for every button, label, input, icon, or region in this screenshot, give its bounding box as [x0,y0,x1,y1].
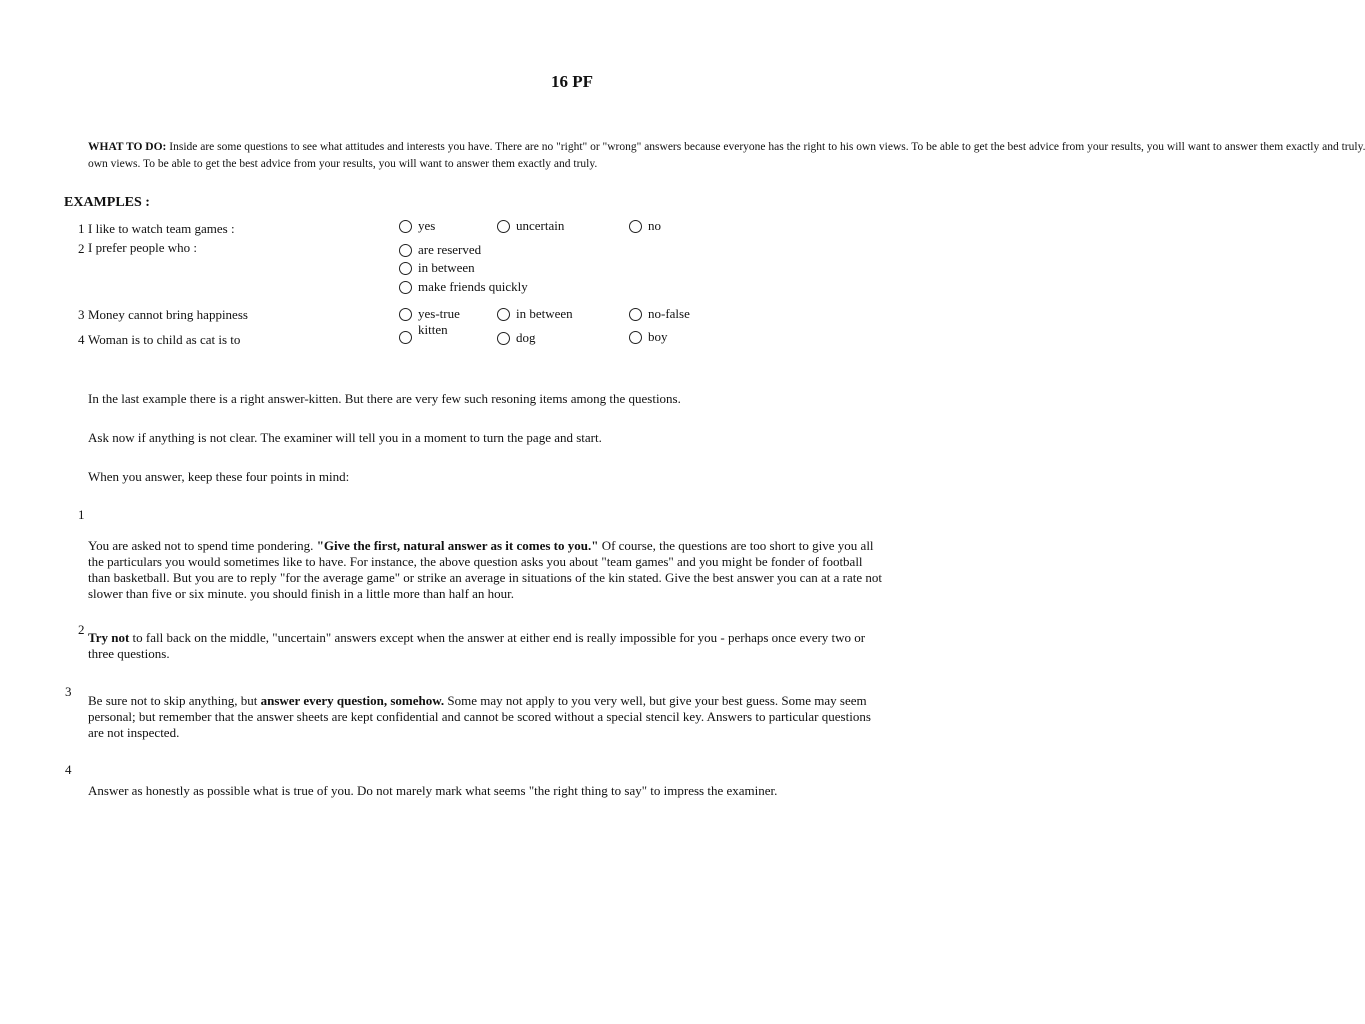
point-emphasis: Try not [88,630,130,645]
radio-button[interactable] [399,281,412,294]
point-emphasis: answer every question, somehow. [260,693,445,708]
point-number: 3 [65,684,72,699]
example-question: I like to watch team games : [88,221,235,236]
point-1-line-3: than basketball. But you are to reply "for the average game" or strike an average in situations of the kin stated. Give the best answer you can at a rate not [88,570,882,585]
intro-line-2: own views. To be able to get the best advice from your results, you will want to answer them exactly and truly. [88,158,598,170]
radio-button[interactable] [497,308,510,321]
point-3-line-1 [88,692,867,709]
option-label: make friends quickly [418,279,528,294]
point-3-line-3: are not inspected. [88,725,180,740]
option-in-between[interactable] [497,306,573,322]
intro-text: Inside are some questions to see what attitudes and interests you have. There are no "right" or "wrong" answers because everyone has the right to his own views. To be able to get the best advice from your results, you will want to answer them exactly and truly. [166,141,1365,153]
point-4-line-1: Answer as honestly as possible what is true of you. Do not marely mark what seems "the right thing to say" to impress the examiner. [88,783,778,798]
point-number: 1 [78,507,85,522]
point-text: Some may not apply to you very well, but give your best guess. Some may seem [444,693,867,708]
intro-line-1 [88,139,1365,156]
point-2-line-1 [88,629,865,646]
option-label: boy [648,329,668,344]
radio-button[interactable] [399,220,412,233]
point-text: You are asked not to spend time pondering. [88,538,317,553]
example-number: 3 [78,307,85,322]
option-kitten-label[interactable]: kitten [418,322,448,337]
option-in-between[interactable] [399,260,475,276]
option-no[interactable] [629,218,661,234]
option-make-friends-quickly[interactable] [399,279,528,295]
example-question: I prefer people who : [88,240,198,255]
point-1-line-4: slower than five or six minute. you should finish in a little more than half an hour. [88,586,515,601]
option-label: in between [516,306,573,321]
paragraph-ask-now: Ask now if anything is not clear. The examiner will tell you in a moment to turn the page and start. [88,430,602,445]
radio-button[interactable] [399,262,412,275]
paragraph-four-points: When you answer, keep these four points in mind: [88,469,350,484]
point-number: 2 [78,622,85,637]
example-number: 1 [78,221,85,236]
option-are-reserved[interactable] [399,242,481,258]
intro-lead: WHAT TO DO: [88,141,167,153]
option-label: are reserved [418,242,482,257]
option-uncertain[interactable] [497,218,564,234]
page-title: 16 PF [551,72,594,91]
example-question: Woman is to child as cat is to [88,332,241,347]
option-no-false[interactable] [629,306,690,322]
radio-button[interactable] [399,244,412,257]
point-text: Be sure not to skip anything, but [88,693,261,708]
paragraph-last-example: In the last example there is a right answer-kitten. But there are very few such resoning items among the questions. [88,391,681,406]
option-label: dog [516,330,536,345]
radio-button[interactable] [629,220,642,233]
option-dog[interactable] [497,330,536,346]
point-1-line-1 [88,537,874,554]
point-3-line-2: personal; but remember that the answer sheets are kept confidential and cannot be scored without a special stencil key. Answers to particular questions [88,709,871,724]
example-number: 2 [78,241,85,256]
radio-button[interactable] [629,331,642,344]
option-label: yes-true [418,306,460,321]
option-label: uncertain [516,218,565,233]
point-text: to fall back on the middle, "uncertain" answers except when the answer at either end is really impossible for you - perhaps once every two or [129,630,866,645]
option-label: no-false [648,306,690,321]
example-number: 4 [78,332,85,347]
option-yes-true[interactable] [399,306,460,322]
option-label: in between [418,260,475,275]
example-question: Money cannot bring happiness [88,307,248,322]
radio-button[interactable] [497,220,510,233]
option-boy[interactable] [629,329,668,345]
point-text: Of course, the questions are too short to give you all [598,538,874,553]
option-yes[interactable] [399,218,435,234]
radio-button[interactable] [629,308,642,321]
radio-button[interactable] [497,332,510,345]
option-label: no [648,218,661,233]
examples-heading: EXAMPLES : [64,195,150,210]
radio-button[interactable] [399,308,412,321]
point-1-line-2: the particulars you would sometimes like to have. For instance, the above question asks you about "team games" and you might be fonder of football [88,554,863,569]
point-2-line-2: three questions. [88,646,170,661]
radio-button[interactable] [399,331,412,344]
point-emphasis: "Give the first, natural answer as it comes to you." [316,538,599,553]
option-label: yes [418,218,436,233]
point-number: 4 [65,762,72,777]
